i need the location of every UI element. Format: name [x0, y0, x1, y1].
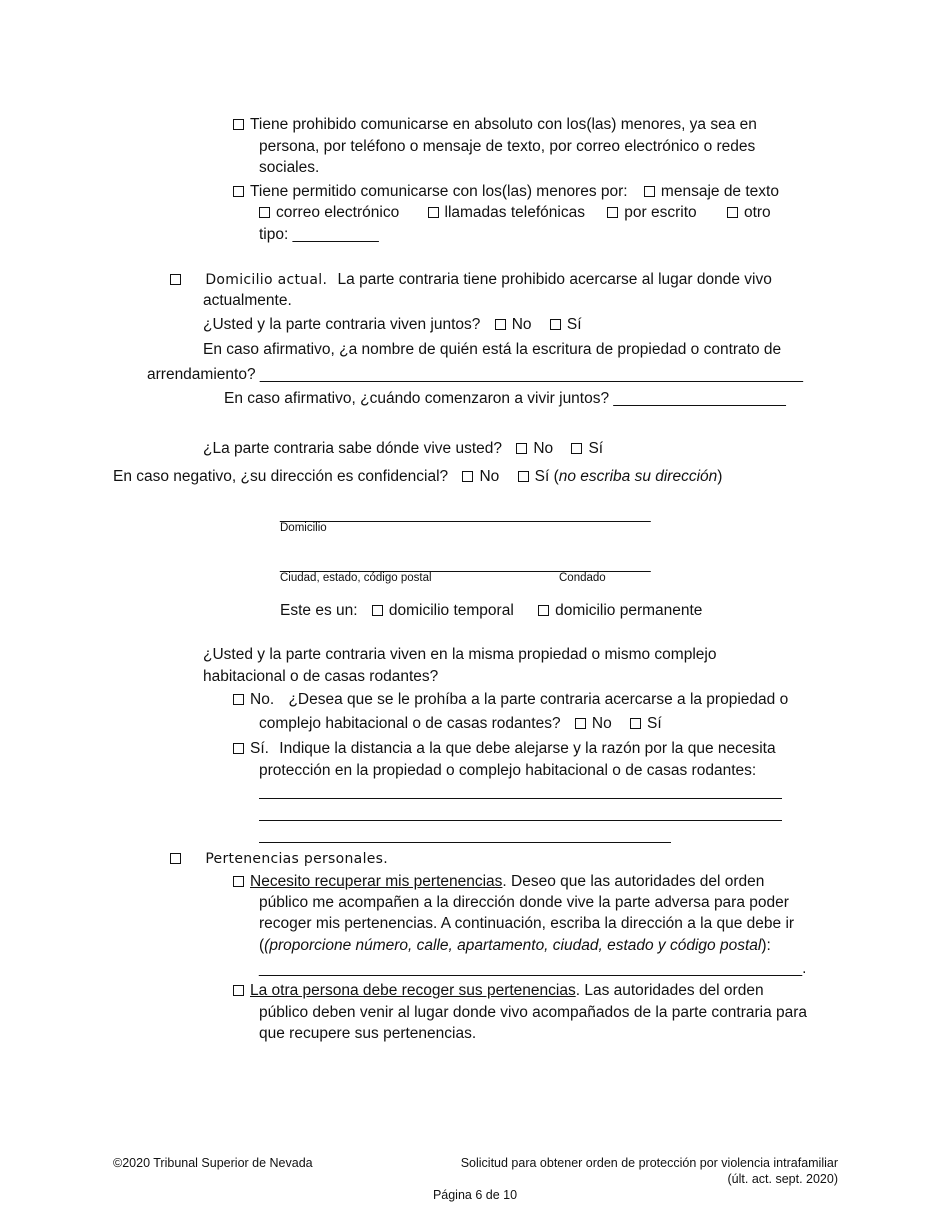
- permanent-checkbox[interactable]: [538, 605, 549, 616]
- same-property-no-checkbox[interactable]: [233, 694, 244, 705]
- prohibit-si-checkbox[interactable]: [630, 718, 641, 729]
- other-pickup-option: [233, 980, 764, 1001]
- live-together-text: ¿Usted y la parte contraria viven juntos?: [203, 316, 481, 333]
- method-other-checkbox[interactable]: [727, 207, 738, 218]
- knows-no-label: No: [533, 440, 554, 457]
- knows-si-label: Sí: [588, 440, 604, 457]
- retrieve-text-1: . Deseo que las autoridades del orden: [502, 873, 765, 890]
- permanent-label: domicilio permanente: [555, 602, 703, 619]
- retrieve-title: Necesito recuperar mis pertenencias: [250, 873, 503, 890]
- deed-question-2[interactable]: arrendamiento? _______________________________________________________________: [147, 366, 803, 383]
- same-property-si-option: [233, 738, 776, 759]
- other-pickup-checkbox[interactable]: [233, 985, 244, 996]
- method-writing-label: por escrito: [624, 204, 697, 221]
- method-text-label: mensaje de texto: [660, 183, 779, 200]
- method-phone-checkbox[interactable]: [428, 207, 439, 218]
- distance-reason-line-3[interactable]: [259, 842, 671, 843]
- no-contact-line-2: persona, por teléfono o mensaje de texto, por correo electrónico o redes: [259, 138, 756, 155]
- same-property-si-label: Sí.: [250, 740, 269, 757]
- belongings-checkbox[interactable]: [170, 853, 181, 864]
- retrieve-address-blank[interactable]: _______________________________________________________________.: [259, 960, 807, 977]
- knows-address-text: ¿La parte contraria sabe dónde vive usted?: [203, 440, 502, 457]
- distance-reason-line-2[interactable]: [259, 820, 782, 821]
- footer-form-title: Solicitud para obtener orden de protección por violencia intrafamiliar: [460, 1156, 838, 1170]
- retrieve-checkbox[interactable]: [233, 876, 244, 887]
- since-question[interactable]: En caso afirmativo, ¿cuándo comenzaron a vivir juntos? ____________________: [224, 390, 786, 407]
- live-together-si-checkbox[interactable]: [550, 319, 561, 330]
- same-property-question-2: habitacional o de casas rodantes?: [203, 668, 439, 685]
- address-line[interactable]: ___________________________________________: [280, 506, 651, 523]
- residence-intro-2: actualmente.: [203, 292, 292, 309]
- other-pickup-text-1: . Las autoridades del orden: [575, 982, 764, 999]
- other-pickup-title: La otra persona debe recoger sus pertenencias: [250, 982, 576, 999]
- same-property-no-question-2: complejo habitacional o de casas rodantes?: [259, 715, 561, 732]
- city-label: Ciudad, estado, código postal: [280, 572, 432, 584]
- other-pickup-text-3: que recupere sus pertenencias.: [259, 1025, 477, 1042]
- confidential-no-label: No: [479, 468, 500, 485]
- live-together-no-label: No: [511, 316, 532, 333]
- same-property-si-checkbox[interactable]: [233, 743, 244, 754]
- residence-intro-1: La parte contraria tiene prohibido acercarse al lugar donde vivo: [337, 271, 772, 288]
- residence-type-row: [280, 600, 702, 621]
- method-phone-label: llamadas telefónicas: [444, 204, 585, 221]
- prohibit-no-label: No: [591, 715, 612, 732]
- temporary-label: domicilio temporal: [388, 602, 514, 619]
- same-property-no-question-1: ¿Desea que se le prohíba a la parte contraria acercarse a la propiedad o: [288, 691, 789, 708]
- no-contact-minors-option: [233, 114, 757, 135]
- knows-no-checkbox[interactable]: [516, 443, 527, 454]
- live-together-no-checkbox[interactable]: [495, 319, 506, 330]
- confidential-si-label: Sí (: [534, 468, 559, 485]
- allowed-contact-checkbox[interactable]: [233, 186, 244, 197]
- residence-section-header: [170, 269, 772, 291]
- allowed-contact-text: Tiene permitido comunicarse con los(las) menores por:: [250, 183, 628, 200]
- belongings-section-header: [170, 848, 388, 870]
- knows-si-checkbox[interactable]: [571, 443, 582, 454]
- temporary-checkbox[interactable]: [372, 605, 383, 616]
- footer-copyright: ©2020 Tribunal Superior de Nevada: [113, 1156, 313, 1170]
- retrieve-instructions: (proporcione número, calle, apartamento, ciudad, estado y código postal: [264, 937, 762, 954]
- live-together-question: [203, 314, 582, 335]
- no-contact-line-1: Tiene prohibido comunicarse en absoluto con los(las) menores, ya sea en: [250, 116, 757, 133]
- other-pickup-text-2: público deben venir al lugar donde vivo acompañados de la parte contraria para: [259, 1004, 808, 1021]
- same-property-si-text-2: protección en la propiedad o complejo habitacional o de casas rodantes:: [259, 762, 757, 779]
- confidential-paren-close: ): [717, 468, 723, 485]
- method-other-type[interactable]: tipo: __________: [259, 226, 379, 243]
- confidential-question: [113, 466, 722, 487]
- method-email-checkbox[interactable]: [259, 207, 270, 218]
- residence-heading: Domicilio actual.: [205, 272, 328, 288]
- same-property-no-label: No.: [250, 691, 275, 708]
- contact-methods-row: [259, 202, 771, 223]
- live-together-si-label: Sí: [566, 316, 582, 333]
- same-property-si-text-1: Indique la distancia a la que debe alejarse y la razón por la que necesita: [279, 740, 776, 757]
- city-line[interactable]: ___________________________________________: [280, 556, 651, 573]
- method-email-label: correo electrónico: [276, 204, 400, 221]
- retrieve-text-2: público me acompañen a la dirección donde vive la parte adversa para poder: [259, 894, 789, 911]
- retrieve-text-3: recoger mis pertenencias. A continuación, escriba la dirección a la que debe ir: [259, 915, 795, 932]
- knows-address-question: [203, 438, 603, 459]
- no-contact-minors-checkbox[interactable]: [233, 119, 244, 130]
- footer-page-number: Página 6 de 10: [432, 1188, 518, 1202]
- confidential-no-checkbox[interactable]: [462, 471, 473, 482]
- confidential-si-checkbox[interactable]: [518, 471, 529, 482]
- no-contact-line-3: sociales.: [259, 159, 320, 176]
- belongings-heading: Pertenencias personales.: [205, 851, 389, 867]
- retrieve-option: [233, 871, 764, 892]
- retrieve-paren-close: ):: [761, 937, 771, 954]
- method-other-label: otro: [743, 204, 771, 221]
- deed-question-1: En caso afirmativo, ¿a nombre de quién está la escritura de propiedad o contrato de: [203, 341, 782, 358]
- same-property-question-1: ¿Usted y la parte contraria viven en la misma propiedad o mismo complejo: [203, 646, 717, 663]
- confidential-text: En caso negativo, ¿su dirección es confidencial?: [113, 468, 449, 485]
- residence-type-prompt: Este es un:: [280, 602, 358, 619]
- prohibit-si-label: Sí: [647, 715, 662, 732]
- prohibit-no-checkbox[interactable]: [575, 718, 586, 729]
- prohibit-question-row: [259, 713, 662, 734]
- no-address-note: no escriba su dirección: [558, 468, 718, 485]
- method-text-checkbox[interactable]: [644, 186, 655, 197]
- retrieve-paren-open: (: [259, 937, 265, 954]
- retrieve-instructions-row: [259, 935, 771, 956]
- residence-checkbox[interactable]: [170, 274, 181, 285]
- address-label: Domicilio: [280, 522, 327, 534]
- footer-revision: (últ. act. sept. 2020): [727, 1172, 838, 1186]
- county-label: Condado: [559, 572, 606, 584]
- same-property-no-option: [233, 689, 788, 710]
- method-writing-checkbox[interactable]: [607, 207, 618, 218]
- allowed-contact-option: [233, 181, 779, 202]
- distance-reason-line-1[interactable]: [259, 798, 782, 799]
